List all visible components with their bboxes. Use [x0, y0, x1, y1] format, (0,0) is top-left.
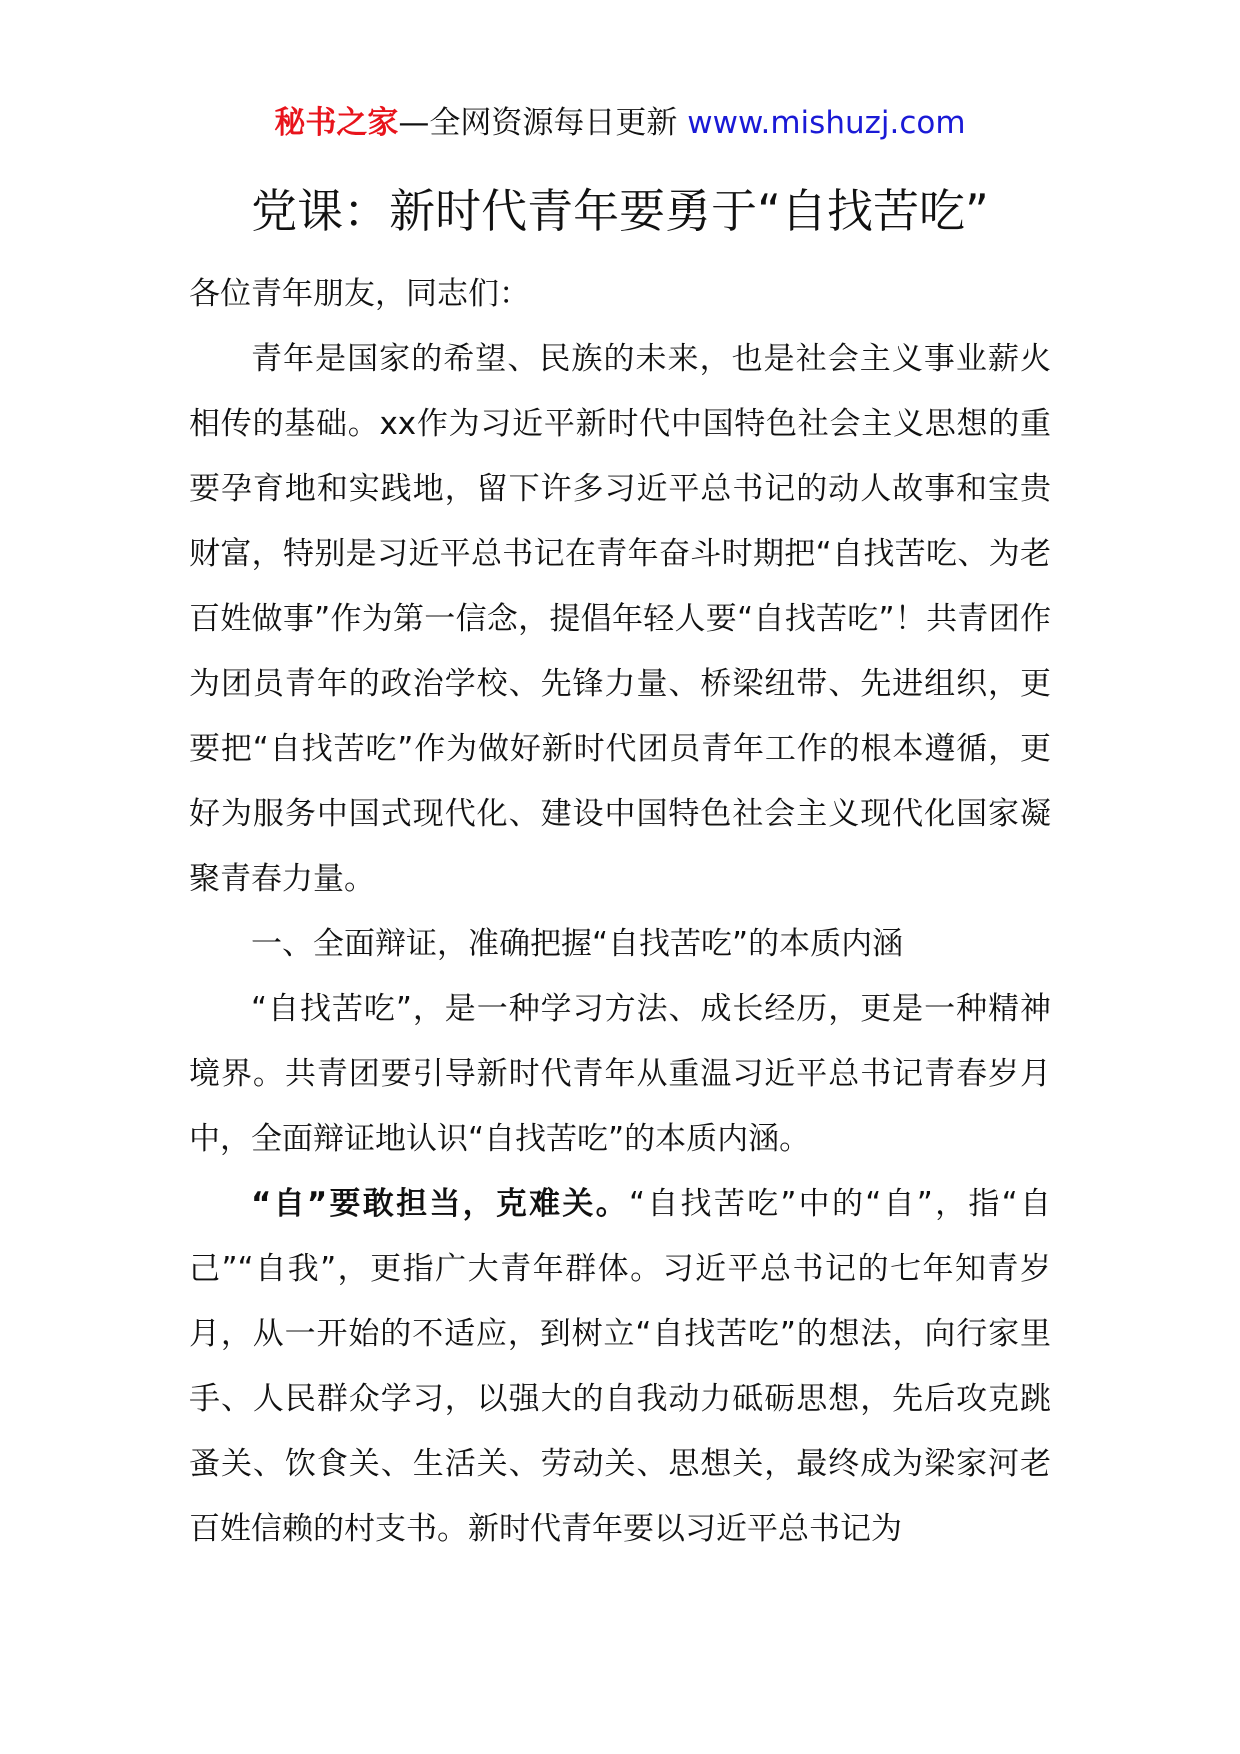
document-title: 党课：新时代青年要勇于“自找苦吃”	[251, 184, 989, 238]
paragraph-intro: 青年是国家的希望、民族的未来，也是社会主义事业薪火相传的基础。xx作为习近平新时代中国特色社会主义思想的重要孕育地和实践地，留下许多习近平总书记的动人故事和宝贵财富，特别是习近平总书记在青年奋斗时期把“自找苦吃、为老百姓做事”作为第一信念，提倡年轻人要“自找苦吃”！共青团作为团员青年的政治学校、先锋力量、桥梁纽带、先进组织，更要把“自找苦吃”作为做好新时代团员青年工作的根本遵循，更好为服务中国式现代化、建设中国特色社会主义现代化国家凝聚青春力量。	[189, 341, 1051, 897]
document-body	[189, 262, 1051, 1562]
salutation: 各位青年朋友，同志们：	[189, 276, 530, 312]
paragraph-self	[189, 1172, 1051, 1562]
paragraph-essence: “自找苦吃”，是一种学习方法、成长经历，更是一种精神境界。共青团要引导新时代青年从重温习近平总书记青春岁月中，全面辩证地认识“自找苦吃”的本质内涵。	[189, 991, 1051, 1157]
site-brand: 秘书之家	[274, 105, 399, 141]
section-heading: 一、全面辩证，准确把握“自找苦吃”的本质内涵	[251, 926, 904, 962]
site-header	[0, 100, 1240, 146]
site-tagline: —全网资源每日更新	[398, 105, 688, 141]
paragraph-lead-bold: “自”要敢担当，克难关。	[251, 1186, 629, 1222]
paragraph-self-text: “自找苦吃”中的“自”，指“自己”“自我”，更指广大青年群体。习近平总书记的七年知青岁月，从一开始的不适应，到树立“自找苦吃”的想法，向行家里手、人民群众学习，以强大的自我动力砥砺思想，先后攻克跳蚤关、饮食关、生活关、劳动关、思想关，最终成为梁家河老百姓信赖的村支书。新时代青年要以习近平总书记为	[189, 1186, 1051, 1547]
site-url-link[interactable]: www.mishuzj.com	[687, 105, 966, 141]
